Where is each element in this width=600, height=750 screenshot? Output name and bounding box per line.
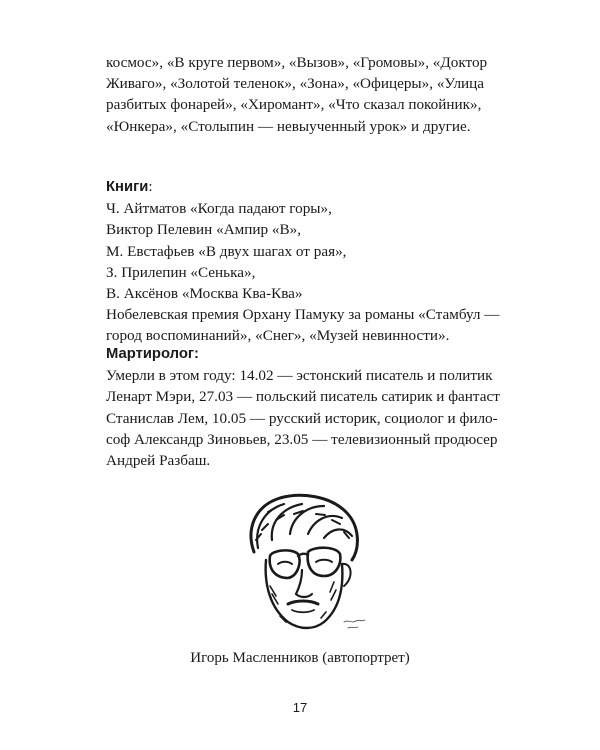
text-line: Умерли в этом году: 14.02 — эстонский писатель и политик [106, 367, 493, 385]
figure-caption: Игорь Масленников (автопортрет) [190, 650, 410, 666]
martyrology-heading: Мартиролог: [106, 346, 199, 362]
text-line: Андрей Разбаш. [106, 452, 211, 470]
text-line: «Юнкера», «Столыпин — невыученный урок» и другие. [106, 117, 471, 135]
book-entry: З. Прилепин «Сенька», [106, 263, 256, 281]
self-portrait-sketch [232, 490, 372, 640]
text-line: соф Александр Зиновьев, 23.05 — телевизионный продюсер [106, 430, 498, 448]
books-section [106, 176, 506, 347]
book-entry: М. Евстафьев «В двух шагах от рая», [106, 242, 347, 260]
film-list-continuation [106, 52, 506, 137]
martyrology-section [106, 344, 506, 471]
text-line: Ленарт Мэри, 27.03 — польский писатель сатирик и фантаст [106, 388, 500, 406]
books-heading-line [106, 176, 506, 198]
book-entry: Нобелевская премия Орхану Памуку за романы «Стамбул — [106, 306, 500, 324]
book-entry: В. Аксёнов «Москва Ква-Ква» [106, 285, 303, 303]
text-line: Живаго», «Золотой теленок», «Зона», «Офицеры», «Улица [106, 75, 485, 93]
page-number: 17 [292, 700, 308, 715]
text-line: космос», «В круге первом», «Вызов», «Громовы», «Доктор [106, 54, 488, 71]
books-heading-colon: : [148, 178, 153, 195]
text-line: Станислав Лем, 10.05 — русский историк, социолог и фило- [106, 409, 498, 427]
book-entry: Ч. Айтматов «Когда падают горы», [106, 200, 332, 218]
book-entry: город воспоминаний», «Снег», «Музей невинности». [106, 327, 450, 345]
text-line: разбитых фонарей», «Хиромант», «Что сказал покойник», [106, 96, 482, 114]
book-entry: Виктор Пелевин «Ампир «В», [106, 221, 302, 239]
books-heading: Книги [106, 179, 149, 195]
